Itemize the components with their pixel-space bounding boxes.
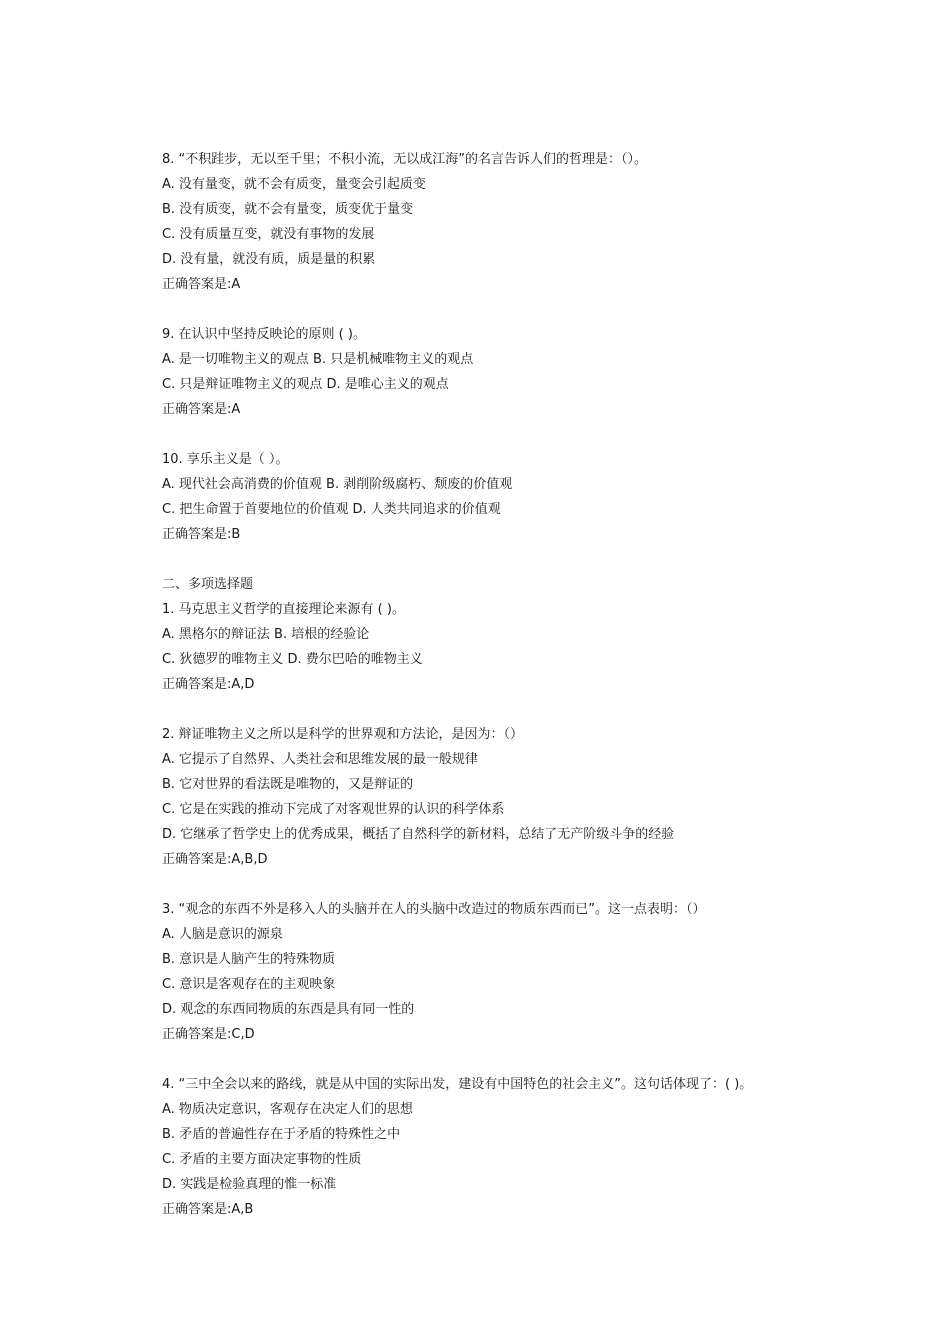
option-line: B. 它对世界的看法既是唯物的，又是辩证的 xyxy=(162,777,414,792)
option-line: C. 只是辩证唯物主义的观点 D. 是唯心主义的观点 xyxy=(162,377,449,392)
option-line: C. 矛盾的主要方面决定事物的性质 xyxy=(162,1152,362,1167)
question-block xyxy=(162,147,862,297)
option-line: C. 把生命置于首要地位的价值观 D. 人类共同追求的价值观 xyxy=(162,502,501,517)
question-text: 8. “不积跬步，无以至千里；不积小流，无以成江海”的名言告诉人们的哲理是：（）。 xyxy=(162,152,648,167)
spacer xyxy=(162,697,862,722)
answer-line: 正确答案是:A,D xyxy=(162,677,255,692)
spacer xyxy=(162,422,862,447)
spacer xyxy=(162,547,862,572)
option-line: D. 实践是检验真理的惟一标准 xyxy=(162,1177,337,1192)
answer-line: 正确答案是:A xyxy=(162,402,241,417)
option-line: B. 矛盾的普遍性存在于矛盾的特殊性之中 xyxy=(162,1127,401,1142)
answer-line: 正确答案是:C,D xyxy=(162,1027,255,1042)
question-text: 2. 辩证唯物主义之所以是科学的世界观和方法论，是因为：（） xyxy=(162,727,524,742)
question-text: 10. 享乐主义是（ ）。 xyxy=(162,452,289,467)
option-line: B. 意识是人脑产生的特殊物质 xyxy=(162,952,336,967)
question-block xyxy=(162,722,862,872)
question-block xyxy=(162,897,862,1047)
answer-line: 正确答案是:A xyxy=(162,277,241,292)
question-text: 9. 在认识中坚持反映论的原则 ( )。 xyxy=(162,327,366,342)
answer-line: 正确答案是:A,B,D xyxy=(162,852,268,867)
spacer xyxy=(162,872,862,897)
option-line: D. 没有量，就没有质，质是量的积累 xyxy=(162,252,376,267)
question-block xyxy=(162,1072,862,1222)
spacer xyxy=(162,297,862,322)
question-text: 4. “三中全会以来的路线，就是从中国的实际出发，建设有中国特色的社会主义”。这句话体现了：( )。 xyxy=(162,1077,753,1092)
option-line: D. 观念的东西同物质的东西是具有同一性的 xyxy=(162,1002,415,1017)
option-line: C. 意识是客观存在的主观映象 xyxy=(162,977,336,992)
spacer xyxy=(162,1047,862,1072)
question-block xyxy=(162,322,862,422)
option-line: B. 没有质变，就不会有量变，质变优于量变 xyxy=(162,202,414,217)
question-text: 3. “观念的东西不外是移入人的头脑并在人的头脑中改造过的物质东西而已”。这一点表明：（） xyxy=(162,902,706,917)
option-line: C. 没有质量互变，就没有事物的发展 xyxy=(162,227,375,242)
answer-line: 正确答案是:A,B xyxy=(162,1202,254,1217)
answer-line: 正确答案是:B xyxy=(162,527,241,542)
option-line: A. 是一切唯物主义的观点 B. 只是机械唯物主义的观点 xyxy=(162,352,474,367)
section-heading: 二、多项选择题 xyxy=(162,577,254,592)
option-line: A. 现代社会高消费的价值观 B. 剥削阶级腐朽、颓废的价值观 xyxy=(162,477,513,492)
question-block xyxy=(162,572,862,697)
option-line: C. 狄德罗的唯物主义 D. 费尔巴哈的唯物主义 xyxy=(162,652,423,667)
option-line: C. 它是在实践的推动下完成了对客观世界的认识的科学体系 xyxy=(162,802,505,817)
document-body xyxy=(162,147,862,1222)
option-line: A. 物质决定意识，客观存在决定人们的思想 xyxy=(162,1102,413,1117)
option-line: A. 黑格尔的辩证法 B. 培根的经验论 xyxy=(162,627,370,642)
option-line: D. 它继承了哲学史上的优秀成果，概括了自然科学的新材料，总结了无产阶级斗争的经验 xyxy=(162,827,675,842)
question-block xyxy=(162,447,862,547)
option-line: A. 人脑是意识的源泉 xyxy=(162,927,283,942)
option-line: A. 没有量变，就不会有质变，量变会引起质变 xyxy=(162,177,426,192)
option-line: A. 它提示了自然界、人类社会和思维发展的最一般规律 xyxy=(162,752,478,767)
question-text: 1. 马克思主义哲学的直接理论来源有 ( )。 xyxy=(162,602,405,617)
